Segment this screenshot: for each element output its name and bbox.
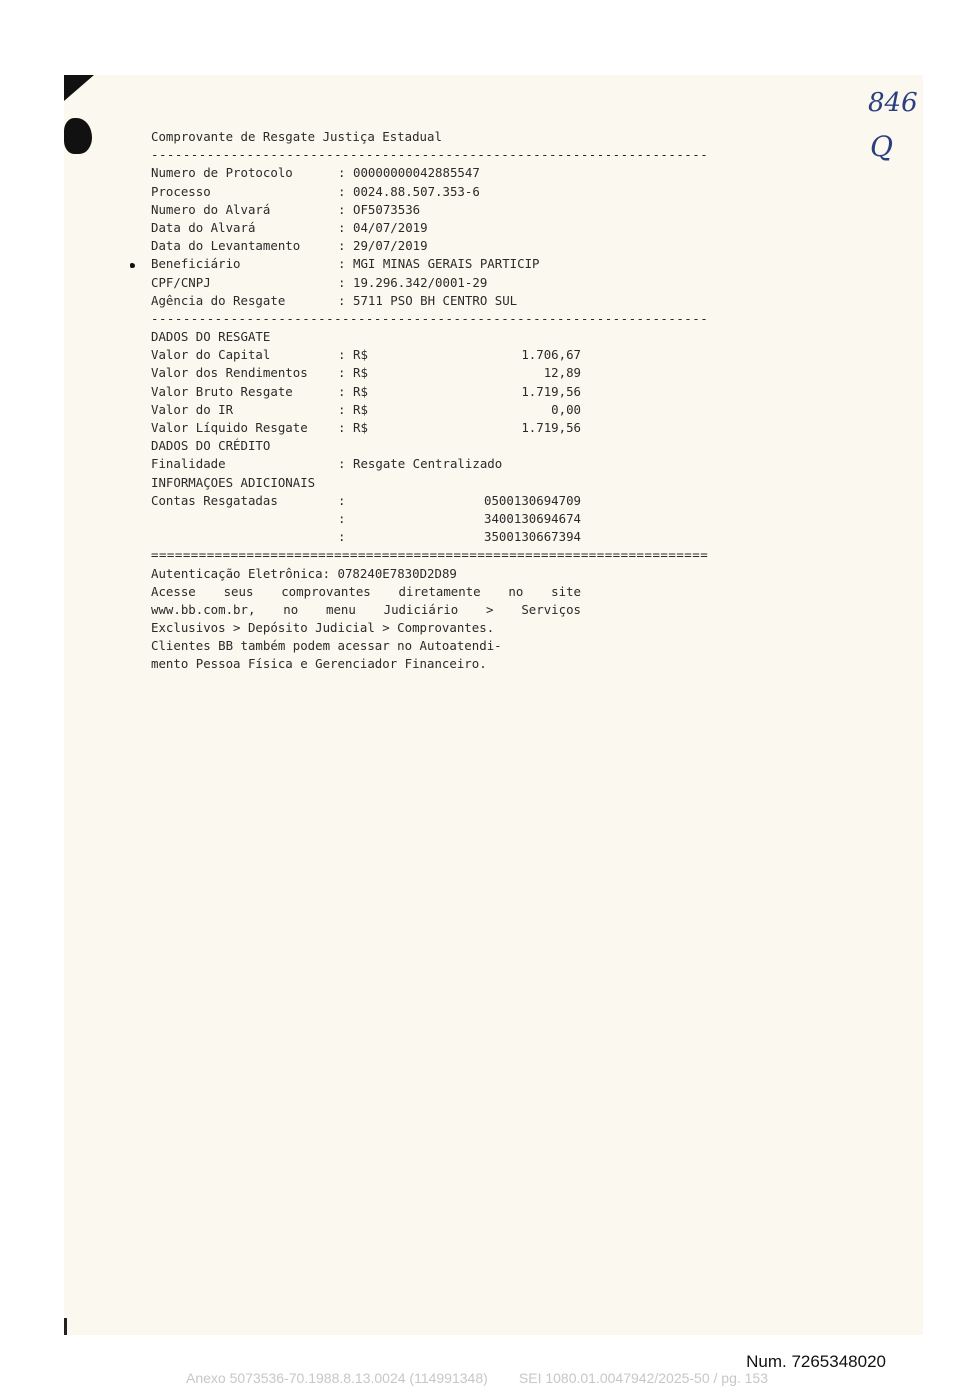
account-row: Contas Resgatadas : 0500130694709	[151, 492, 581, 510]
finalidade-label: Finalidade	[151, 456, 226, 472]
handwritten-annotation	[862, 88, 922, 168]
field-value: MGI MINAS GERAIS PARTICIP	[353, 256, 540, 272]
double-separator: ======================================================================	[151, 547, 709, 563]
account-row: : 3400130694674	[151, 510, 581, 528]
account-row: : 3500130667394	[151, 528, 581, 546]
amount-value: 12,89	[543, 365, 581, 381]
currency: R$	[353, 365, 368, 381]
field-value: OF5073536	[353, 201, 421, 217]
amount-value: 1.719,56	[521, 383, 581, 399]
auth-code: 078240E7830D2D89	[337, 565, 457, 581]
field-value: 5711 PSO BH CENTRO SUL	[353, 292, 518, 308]
field-row: Agência do Resgate : 5711 PSO BH CENTRO SUL	[151, 292, 581, 310]
field-row: Data do Levantamento : 29/07/2019	[151, 237, 581, 255]
document-number: Num. 7265348020	[746, 1352, 886, 1371]
field-value: 0024.88.507.353-6	[353, 183, 480, 199]
field-row: Data do Alvará : 04/07/2019	[151, 219, 581, 237]
field-value: 19.296.342/0001-29	[353, 274, 488, 290]
field-row: Processo : 0024.88.507.353-6	[151, 183, 581, 201]
currency: R$	[353, 420, 368, 435]
amount-label: Valor do Capital	[151, 347, 271, 363]
auth-row	[151, 565, 581, 583]
account-number: 3500130667394	[484, 529, 581, 545]
section-header-info: INFORMAÇOES ADICIONAIS	[151, 474, 316, 490]
field-row: Numero de Protocolo : 00000000042885547	[151, 164, 581, 182]
field-label: Data do Alvará	[151, 219, 256, 235]
field-label: Numero de Protocolo	[151, 165, 293, 181]
handwritten-page-number: 846	[868, 88, 918, 118]
separator: ----------------------------------------------------------------------	[151, 147, 709, 163]
account-number: 3400130694674	[484, 510, 581, 526]
amount-value: 1.706,67	[521, 347, 581, 363]
field-value: 04/07/2019	[353, 219, 428, 235]
amount-row: Valor Líquido Resgate : R$ 1.719,56	[151, 419, 581, 437]
section-header-resgate: DADOS DO RESGATE	[151, 329, 271, 345]
amount-row: Valor dos Rendimentos : R$ 12,89	[151, 364, 581, 382]
scan-smudge	[64, 118, 92, 154]
field-label: Data do Levantamento	[151, 238, 301, 254]
field-label: Numero do Alvará	[151, 201, 271, 217]
account-number: 0500130694709	[484, 492, 581, 508]
field-row: Numero do Alvará : OF5073536	[151, 201, 581, 219]
amount-row: Valor do IR : R$ 0,00	[151, 401, 581, 419]
separator: ----------------------------------------------------------------------	[151, 310, 709, 326]
footer-annotation: Anexo 5073536-70.1988.8.13.0024 (114991348) SEI 1080.01.0047942/2025-50 / pg. 153	[186, 1370, 768, 1386]
note-line: mento Pessoa Física e Gerenciador Financeiro.	[151, 656, 487, 672]
currency: R$	[353, 347, 368, 363]
note-line: Exclusivos > Depósito Judicial > Comprovantes.	[151, 620, 495, 636]
scan-edge-line	[64, 1318, 67, 1335]
section-header-credito: DADOS DO CRÉDITO	[151, 438, 271, 454]
field-label: Beneficiário	[151, 256, 241, 272]
scan-speck	[130, 263, 135, 268]
field-value: 00000000042885547	[353, 165, 480, 181]
amount-value: 1.719,56	[521, 420, 581, 435]
receipt-title: Comprovante de Resgate Justiça Estadual	[151, 129, 442, 144]
amount-label: Valor do IR	[151, 401, 234, 417]
amount-label: Valor Bruto Resgate	[151, 383, 293, 399]
scan-corner-mark	[64, 75, 94, 101]
amount-value: 0,00	[551, 401, 581, 417]
currency: R$	[353, 383, 368, 399]
contas-label: Contas Resgatadas	[151, 492, 278, 508]
finalidade-value: Resgate Centralizado	[353, 456, 503, 472]
note-line: Acesse seus comprovantes diretamente no site	[151, 583, 581, 599]
field-row: CPF/CNPJ : 19.296.342/0001-29	[151, 274, 581, 292]
amount-label: Valor dos Rendimentos	[151, 365, 308, 381]
field-label: CPF/CNPJ	[151, 274, 211, 290]
amount-label: Valor Líquido Resgate	[151, 420, 308, 435]
currency: R$	[353, 401, 368, 417]
receipt	[151, 128, 709, 674]
finalidade-row: Finalidade : Resgate Centralizado	[151, 455, 581, 473]
note-line: www.bb.com.br, no menu Judiciário > Serviços	[151, 601, 581, 617]
field-label: Processo	[151, 183, 211, 199]
field-row: Beneficiário : MGI MINAS GERAIS PARTICIP	[151, 255, 581, 273]
note-line: Clientes BB também podem acessar no Autoatendi-	[151, 638, 502, 654]
amount-row: Valor do Capital : R$ 1.706,67	[151, 346, 581, 364]
field-value: 29/07/2019	[353, 238, 428, 254]
handwritten-initial: Q	[870, 130, 893, 163]
field-label: Agência do Resgate	[151, 292, 286, 308]
auth-label: Autenticação Eletrônica:	[151, 565, 331, 581]
amount-row: Valor Bruto Resgate : R$ 1.719,56	[151, 383, 581, 401]
